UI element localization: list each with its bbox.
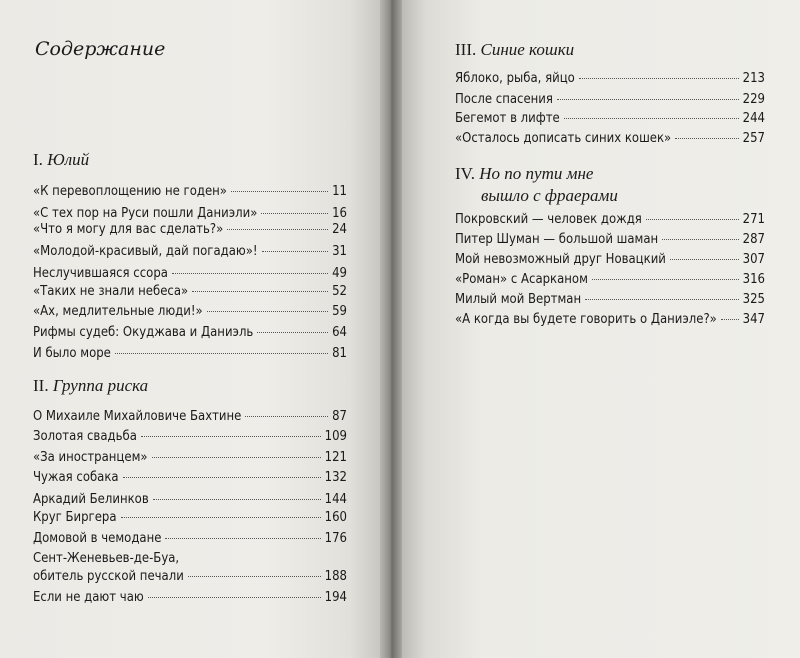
leader-dots [141, 436, 321, 437]
entry-page: 287 [742, 232, 765, 247]
entry-title: «За иностранцем» [33, 450, 148, 465]
toc-entry[interactable] [33, 492, 347, 508]
toc-entry[interactable] [33, 222, 347, 238]
entry-title: О Михаиле Михайловиче Бахтине [33, 409, 242, 424]
entry-title: Яблоко, рыба, яйцо [455, 71, 575, 86]
toc-entry[interactable] [455, 252, 765, 268]
leader-dots [148, 597, 321, 598]
leader-dots [585, 299, 739, 300]
toc-entry[interactable] [455, 232, 765, 248]
contents-heading: Содержание [35, 38, 166, 60]
entry-page: 144 [324, 492, 347, 507]
leader-dots [721, 319, 739, 320]
toc-entry[interactable] [33, 531, 347, 547]
entry-page: 64 [332, 325, 347, 340]
toc-entry[interactable] [33, 206, 347, 222]
toc-entry[interactable] [33, 325, 347, 341]
entry-page: 49 [332, 266, 347, 281]
leader-dots [646, 219, 739, 220]
entry-title: Золотая свадьба [33, 429, 137, 444]
section-2-number: II. [33, 376, 49, 395]
toc-entry[interactable] [33, 244, 347, 260]
entry-page: 121 [324, 450, 347, 465]
book-gutter [380, 0, 402, 658]
leader-dots [172, 273, 328, 274]
toc-entry[interactable] [33, 590, 347, 606]
entry-page: 176 [324, 531, 347, 546]
leader-dots [564, 118, 739, 119]
entry-title: «А когда вы будете говорить о Даниэле?» [455, 312, 717, 327]
toc-entry[interactable] [455, 212, 765, 228]
entry-page: 188 [324, 569, 347, 584]
entry-page: 109 [324, 429, 347, 444]
toc-entry[interactable] [33, 409, 347, 425]
leader-dots [152, 457, 321, 458]
entry-page: 316 [742, 272, 765, 287]
entry-page: 24 [332, 222, 347, 237]
toc-entry[interactable] [455, 92, 765, 108]
leader-dots [557, 99, 739, 100]
entry-page: 271 [742, 212, 765, 227]
leader-dots [231, 191, 328, 192]
leader-dots [165, 538, 320, 539]
toc-entry[interactable] [455, 272, 765, 288]
entry-title: «Что я могу для вас сделать?» [33, 222, 224, 237]
toc-entry[interactable] [33, 450, 347, 466]
section-2-title [33, 376, 148, 396]
entry-title: «Роман» с Асарканом [455, 272, 588, 287]
toc-entry[interactable] [455, 71, 765, 87]
entry-page: 257 [742, 131, 765, 146]
leader-dots [670, 259, 739, 260]
entry-title-line2: обитель русской печали [33, 569, 184, 584]
leader-dots [579, 78, 739, 79]
entry-title: Если не дают чаю [33, 590, 144, 605]
entry-page: 244 [742, 111, 765, 126]
entry-page: 52 [332, 284, 347, 299]
leader-dots [115, 353, 328, 354]
leader-dots [207, 311, 328, 312]
leader-dots [188, 576, 321, 577]
entry-title: Покровский — человек дождя [455, 212, 642, 227]
toc-entry[interactable] [33, 304, 347, 320]
toc-entry[interactable] [33, 510, 347, 526]
section-1-number: I. [33, 150, 43, 169]
leader-dots [123, 477, 321, 478]
section-1-name: Юлий [47, 150, 90, 169]
toc-entry[interactable] [33, 184, 347, 200]
entry-title: Домовой в чемодане [33, 531, 162, 546]
entry-page: 307 [742, 252, 765, 267]
toc-entry[interactable] [33, 429, 347, 445]
entry-title: Рифмы судеб: Окуджава и Даниэль [33, 325, 254, 340]
entry-page: 11 [332, 184, 347, 199]
leader-dots [675, 138, 738, 139]
entry-title: «С тех пор на Руси пошли Даниэли» [33, 206, 258, 221]
entry-page: 16 [332, 206, 347, 221]
section-4-number: IV. [455, 164, 475, 183]
entry-page: 229 [742, 92, 765, 107]
toc-entry[interactable] [33, 284, 347, 300]
leader-dots [245, 416, 328, 417]
entry-title: Бегемот в лифте [455, 111, 560, 126]
entry-title: И было море [33, 346, 111, 361]
entry-page: 132 [324, 470, 347, 485]
entry-page: 81 [332, 346, 347, 361]
leader-dots [662, 239, 739, 240]
entry-title: «Ах, медлительные люди!» [33, 304, 203, 319]
entry-page: 87 [332, 409, 347, 424]
leader-dots [261, 213, 328, 214]
section-1-title [33, 150, 89, 170]
section-4-name: Но по пути мне [479, 164, 594, 183]
leader-dots [592, 279, 739, 280]
entry-page: 59 [332, 304, 347, 319]
leader-dots [192, 291, 328, 292]
toc-entry[interactable] [455, 312, 765, 328]
leader-dots [153, 499, 321, 500]
toc-entry[interactable] [33, 266, 347, 282]
section-3-title [455, 40, 574, 60]
leader-dots [227, 229, 328, 230]
entry-title: Круг Биргера [33, 510, 117, 525]
toc-entry[interactable] [455, 131, 765, 147]
entry-title-line1: Сент-Женевьев-де-Буа, [33, 551, 180, 566]
entry-title: Мой невозможный друг Новацкий [455, 252, 666, 267]
entry-title: Милый мой Вертман [455, 292, 582, 307]
entry-title: «Молодой-красивый, дай погадаю»! [33, 244, 258, 259]
toc-entry[interactable] [455, 292, 765, 308]
leader-dots [257, 332, 328, 333]
entry-page: 213 [742, 71, 765, 86]
entry-page: 325 [742, 292, 765, 307]
section-4-name-line2: вышло с фраерами [481, 186, 618, 205]
entry-title: Аркадий Белинков [33, 492, 149, 507]
entry-title: Питер Шуман — большой шаман [455, 232, 659, 247]
toc-entry[interactable] [33, 470, 347, 486]
section-3-name: Синие кошки [480, 40, 575, 59]
section-4-title [455, 163, 618, 207]
entry-title: «Осталось дописать синих кошек» [455, 131, 672, 146]
section-2-name: Группа риска [52, 376, 149, 395]
entry-title: Чужая собака [33, 470, 119, 485]
entry-title: «Таких не знали небеса» [33, 284, 189, 299]
entry-title: «К перевоплощению не годен» [33, 184, 227, 199]
entry-title: Неслучившаяся ссора [33, 266, 168, 281]
entry-page: 194 [324, 590, 347, 605]
toc-entry[interactable] [33, 346, 347, 362]
entry-page: 347 [742, 312, 765, 327]
leader-dots [262, 251, 329, 252]
entry-title: После спасения [455, 92, 553, 107]
entry-page: 31 [332, 244, 347, 259]
toc-entry[interactable] [455, 111, 765, 127]
toc-entry[interactable] [33, 551, 347, 585]
leader-dots [121, 517, 321, 518]
section-3-number: III. [455, 40, 477, 59]
entry-page: 160 [324, 510, 347, 525]
